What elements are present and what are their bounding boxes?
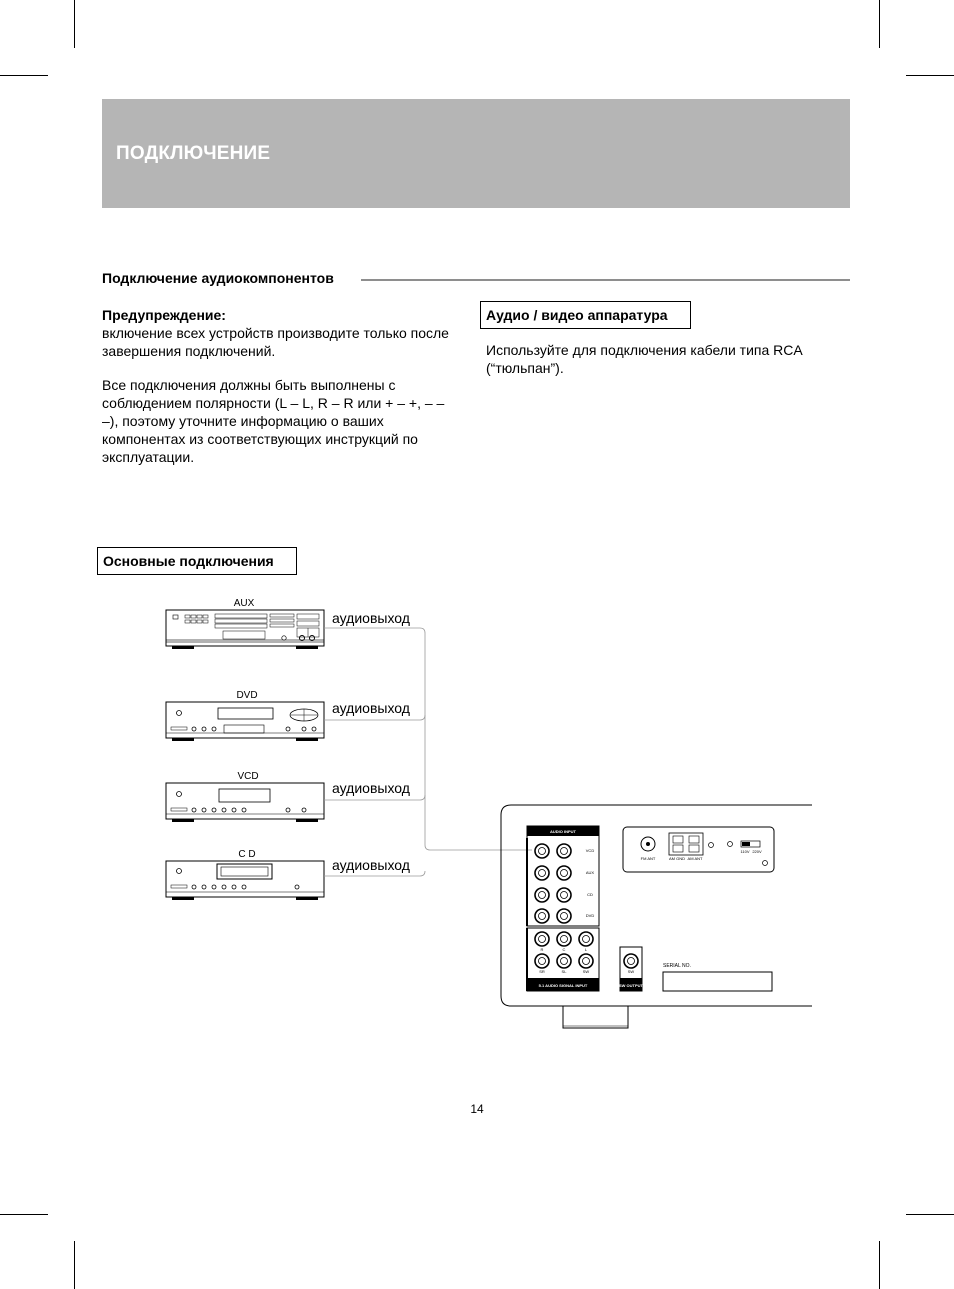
input-aux-label: AUX <box>585 870 595 875</box>
page-number: 14 <box>470 1102 484 1116</box>
polarity-text: Все подключения должны быть выполнены с соблюдением полярности (L – L, R – R или + – +, – – –), поэтому уточните информацию о ваших компонентах из соответствующих инструкций по эксплуатации. <box>102 377 445 465</box>
device-vcd-output-label: аудиовыход <box>332 780 410 796</box>
device-vcd-label: VCD <box>237 771 259 782</box>
multi-channel-title: 5.1 AUDIO SIGNAL INPUT <box>538 983 588 988</box>
device-cd-label: C D <box>238 849 256 860</box>
switch-label-110: 110V <box>740 849 750 854</box>
av-equipment-title: Аудио / видео аппаратура <box>480 301 691 329</box>
serial-label: SERIAL NO. <box>663 963 691 969</box>
am-gnd-label: AM GND <box>669 856 685 861</box>
basic-connections-title: Основные подключения <box>97 547 297 575</box>
device-aux-label: AUX <box>233 598 255 609</box>
warning-text: включение всех устройств производите только после завершения подключений. <box>102 325 449 359</box>
switch-label-220: 220V <box>752 849 762 854</box>
sw-label: SW <box>627 969 635 974</box>
input-vcd-label: VCD <box>585 848 595 853</box>
section-title: Подключение аудиокомпонентов <box>102 270 334 286</box>
device-dvd-label: DVD <box>236 690 258 701</box>
mc-label-sw: SW <box>582 969 590 974</box>
am-ant-label: AM ANT <box>687 856 703 861</box>
device-vcd <box>166 771 410 822</box>
mc-label-r: R <box>540 947 544 952</box>
mc-label-sr: SR <box>539 969 545 974</box>
av-equipment-text: Используйте для подключения кабели типа RCA (“тюльпан”). <box>486 342 802 376</box>
mc-label-sl: SL <box>561 969 567 974</box>
device-aux <box>166 598 410 649</box>
warning-title: Предупреждение: <box>102 307 226 323</box>
input-dvd-label: DVD <box>585 913 595 918</box>
sw-output-title: SW OUTPUT <box>619 983 643 988</box>
page-title: ПОДКЛЮЧЕНИЕ <box>116 143 271 164</box>
device-dvd <box>166 690 410 741</box>
mc-label-l: L <box>584 947 588 952</box>
device-aux-output-label: аудиовыход <box>332 610 410 626</box>
device-cd-output-label: аудиовыход <box>332 857 410 873</box>
input-cd-label: CD <box>587 892 593 897</box>
mc-label-c: C <box>562 947 566 952</box>
rear-panel <box>501 805 812 1028</box>
device-cd <box>166 849 410 900</box>
device-dvd-output-label: аудиовыход <box>332 700 410 716</box>
fm-label: FM ANT <box>640 856 656 861</box>
audio-input-title: AUDIO INPUT <box>550 829 576 834</box>
